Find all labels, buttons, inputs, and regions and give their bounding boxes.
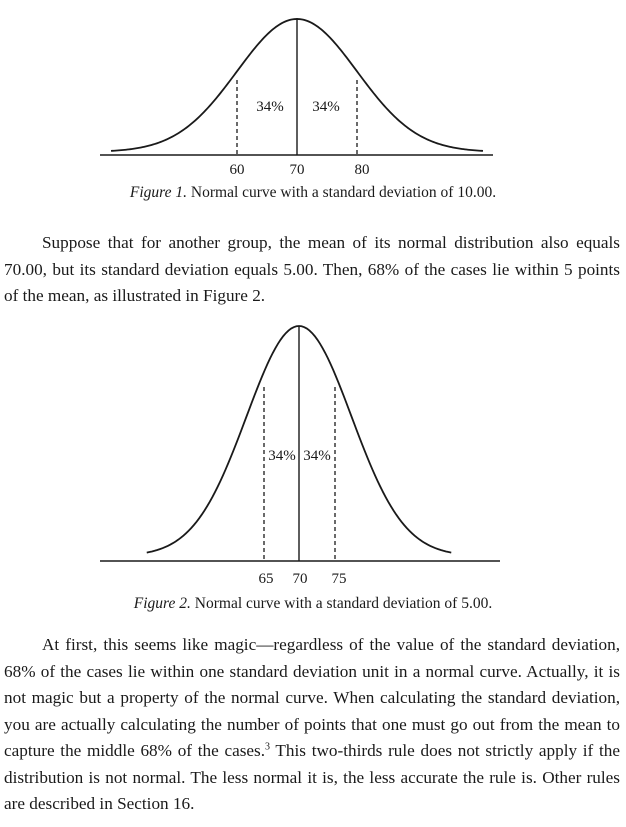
tick-label: 80	[354, 162, 370, 178]
figure-2-normal-curve	[0, 315, 626, 593]
figure-1-normal-curve	[0, 0, 626, 180]
paragraph-text-continued: This two-thirds rule does not strictly apply if the distribution is not normal. The less normal it is, the less accurate the rule is. Other rules are described in Section 16.	[4, 741, 621, 813]
figure-1-caption	[0, 184, 626, 202]
right-percent-label: 34%	[312, 99, 340, 115]
paragraph-text: At first, this seems like magic—regardless of the value of the standard deviation, 68% of the cases lie within one standard deviation unit in a normal curve. Actually, it is not magic but a property of the normal curve. When calculating the standard deviation, you are actually calculating the number of points that one must go out from the mean to capture the middle 68% of the cases.	[4, 635, 620, 760]
body-paragraph-2	[4, 632, 620, 818]
paragraph-text: Suppose that for another group, the mean of its normal distribution also equals 70.00, but its standard deviation equals 5.00. Then, 68% of the cases lie within 5 points of the mean, as illustrated in Figure 2.	[4, 233, 620, 305]
figure-2-caption	[0, 595, 626, 613]
tick-label: 70	[292, 571, 308, 587]
tick-label: 75	[331, 571, 347, 587]
body-paragraph-1	[4, 230, 620, 310]
left-percent-label: 34%	[256, 99, 284, 115]
tick-label: 60	[229, 162, 245, 178]
caption-label: Figure 1.	[129, 184, 188, 201]
footnote-marker: 3	[265, 741, 271, 753]
caption-label: Figure 2.	[133, 595, 191, 612]
caption-text: Normal curve with a standard deviation of 10.00.	[187, 184, 497, 201]
left-percent-label: 34%	[268, 448, 296, 464]
tick-label: 65	[258, 571, 274, 587]
tick-label: 70	[289, 162, 305, 178]
right-percent-label: 34%	[303, 448, 331, 464]
caption-text: Normal curve with a standard deviation of 5.00.	[190, 595, 493, 612]
